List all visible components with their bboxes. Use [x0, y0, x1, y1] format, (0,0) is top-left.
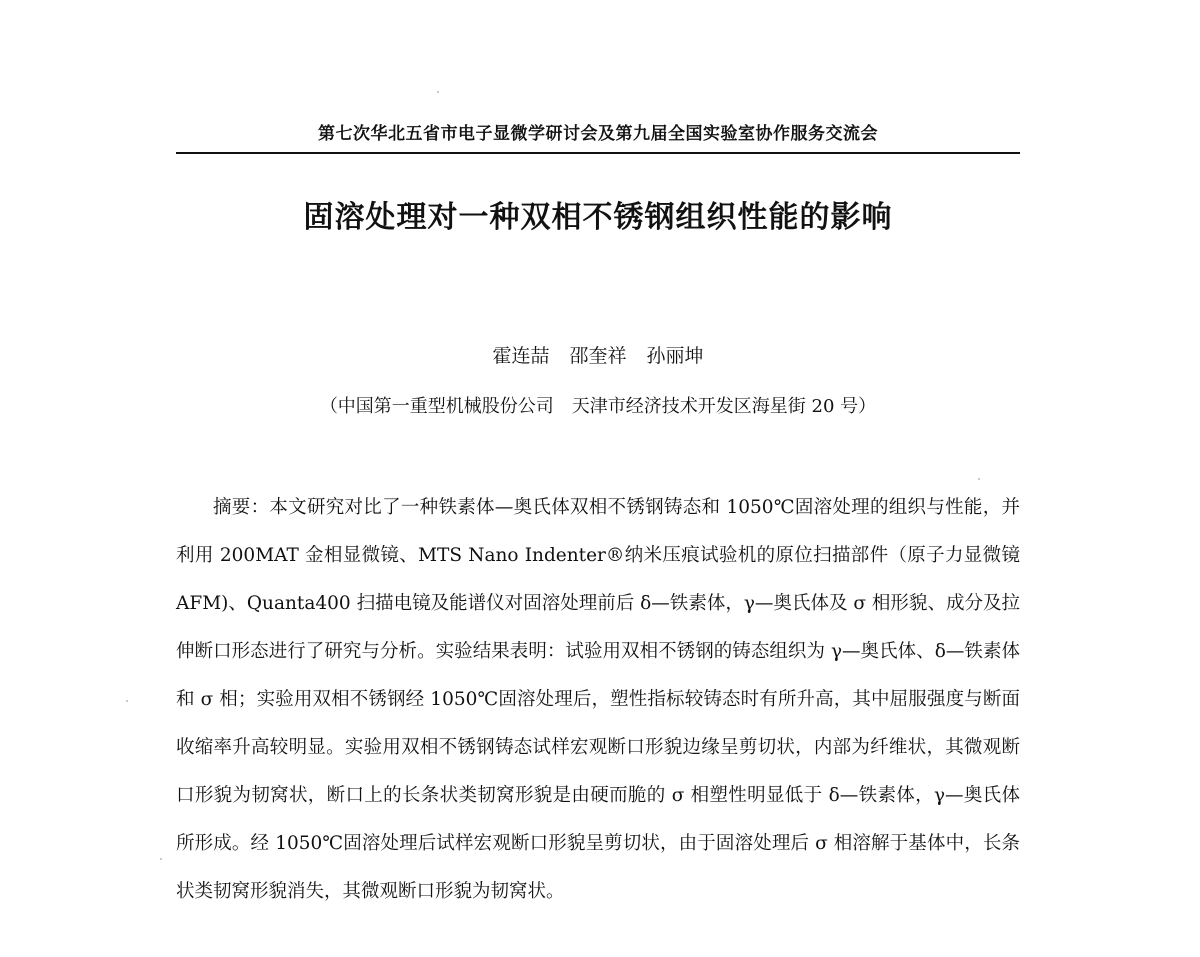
scan-speck — [437, 91, 439, 93]
scan-speck — [160, 858, 162, 860]
scan-speck — [126, 700, 128, 702]
scan-speck — [978, 478, 980, 480]
running-header: 第七次华北五省市电子显微学研讨会及第九届全国实验室协作服务交流会 — [318, 124, 878, 144]
affiliation: （中国第一重型机械股份公司 天津市经济技术开发区海星街 20 号） — [319, 396, 877, 417]
abstract-paragraph: 摘要：本文研究对比了一种铁素体—奥氏体双相不锈钢铸态和 1050℃固溶处理的组织与性能，并利用 200MAT 金相显微镜、MTS Nano Indenter®纳米压痕试验机的原位扫描部件（原子力显微镜 AFM)、Quanta400 扫描电镜及能谱仪对固溶处理前后 δ—铁素体，γ—奥氏体及 σ 相形貌、成分及拉伸断口形态进行了研究与分析。实验结果表明：试验用双相不锈钢的铸态组织为 γ—奥氏体、δ—铁素体和 σ 相；实验用双相不锈钢经 1050℃固溶处理后，塑性指标较铸态时有所升高，其中屈服强度与断面收缩率升高较明显。实验用双相不锈钢铸态试样宏观断口形貌边缘呈剪切状，内部为纤维状，其微观断口形貌为韧窝状，断口上的长条状类韧窝形貌是由硬而脆的 σ 相塑性明显低于 δ—铁素体，γ—奥氏体所形成。经 1050℃固溶处理后试样宏观断口形貌呈剪切状，由于固溶处理后 σ 相溶解于基体中，长条状类韧窝形貌消失，其微观断口形貌为韧窝状。 — [176, 497, 1020, 902]
author-list: 霍连喆 邵奎祥 孙丽坤 — [492, 345, 704, 367]
paper-title: 固溶处理对一种双相不锈钢组织性能的影响 — [303, 200, 893, 235]
header-rule — [176, 152, 1020, 154]
